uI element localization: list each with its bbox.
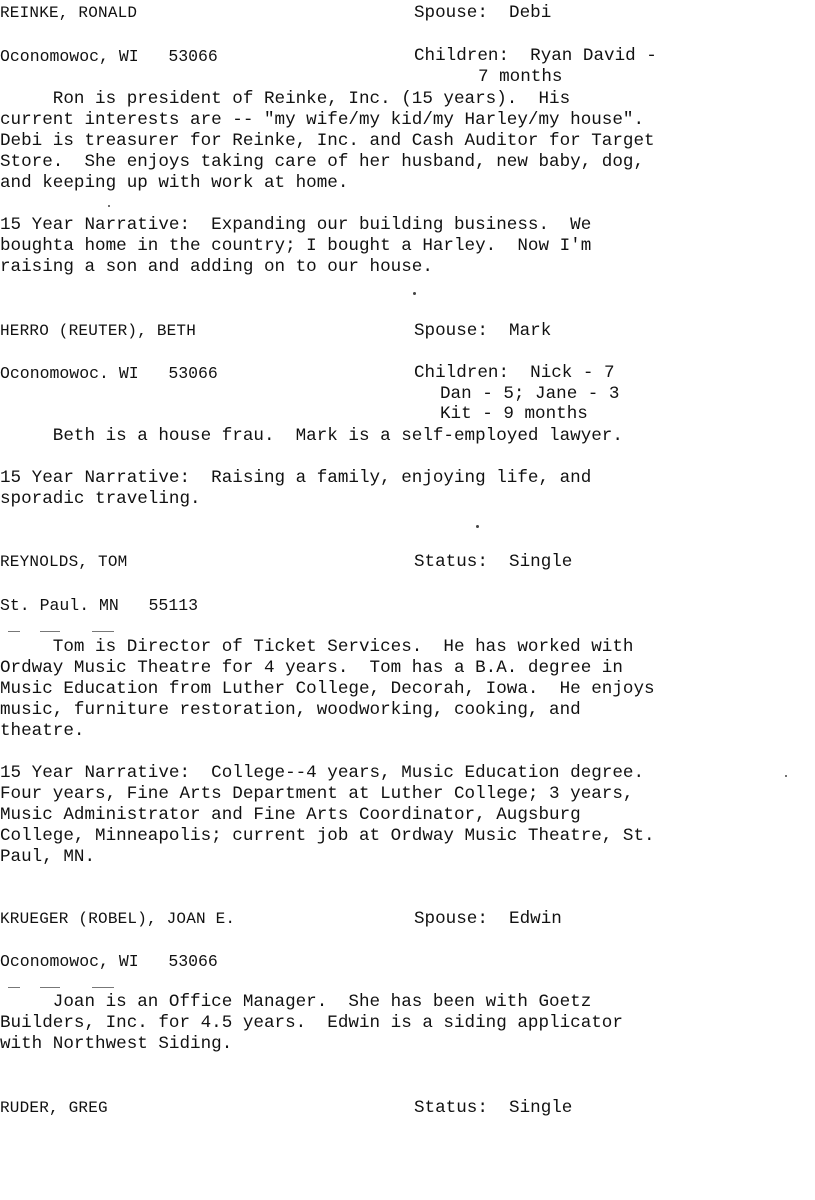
bio-line: Store. She enjoys taking care of her husband, new baby, dog, [0,152,645,172]
bio-line: theatre. [0,721,85,741]
entry-location: Oconomowoc. WI 53066 [0,364,218,383]
scan-dash [8,631,20,632]
narrative-line: raising a son and adding on to our house. [0,257,433,277]
bio-line: current interests are -- "my wife/my kid/my Harley/my house". [0,110,645,130]
narrative-line: boughta home in the country; I bought a Harley. Now I'm [0,236,592,256]
narrative-line: 15 Year Narrative: Expanding our building business. We [0,215,592,235]
children-line: Kit - 9 months [440,404,588,424]
narrative-line: Paul, MN. [0,847,96,867]
bio-line: Music Education from Luther College, Decorah, Iowa. He enjoys [0,679,655,699]
spouse-line: Spouse: Mark [414,321,552,341]
entry-location: Oconomowoc, WI 53066 [0,47,218,66]
scan-dash [40,631,60,632]
children-line: Dan - 5; Jane - 3 [440,384,620,404]
status-line: Status: Single [414,552,573,572]
entry-location: St. Paul. MN 55113 [0,596,199,615]
bio-line: music, furniture restoration, woodworking, cooking, and [0,700,581,720]
entry-name: REYNOLDS, TOM [0,553,128,571]
scan-speck [785,775,787,777]
entry-name: REINKE, RONALD [0,4,138,22]
entry-name: HERRO (REUTER), BETH [0,322,197,340]
scan-dash [92,987,114,988]
narrative-line: Music Administrator and Fine Arts Coordinator, Augsburg [0,805,581,825]
narrative-line: 15 Year Narrative: Raising a family, enjoying life, and [0,468,592,488]
bio-line: Ron is president of Reinke, Inc. (15 years). His [0,89,571,109]
spouse-line: Spouse: Edwin [414,909,562,929]
bio-line: Ordway Music Theatre for 4 years. Tom has a B.A. degree in [0,658,623,678]
bio-line: Beth is a house frau. Mark is a self-employed lawyer. [0,426,623,446]
narrative-line: 15 Year Narrative: College--4 years, Music Education degree. [0,763,645,783]
bio-line: with Northwest Siding. [0,1034,233,1054]
narrative-line: College, Minneapolis; current job at Ordway Music Theatre, St. [0,826,655,846]
bio-line: Debi is treasurer for Reinke, Inc. and Cash Auditor for Target [0,131,655,151]
children-line: Children: Ryan David - [414,46,657,66]
bio-line: Tom is Director of Ticket Services. He has worked with [0,637,634,657]
scan-speck [413,292,416,295]
entry-name: RUDER, GREG [0,1099,108,1117]
status-line: Status: Single [414,1098,573,1118]
scan-dash [92,631,114,632]
scan-dash [8,987,20,988]
bio-line: Joan is an Office Manager. She has been with Goetz [0,992,592,1012]
scan-speck [476,525,479,528]
entry-name: KRUEGER (ROBEL), JOAN E. [0,910,236,928]
children-line: Children: Nick - 7 [414,363,615,383]
spouse-line: Spouse: Debi [414,3,552,23]
children-line: 7 months [478,67,563,87]
narrative-line: sporadic traveling. [0,489,201,509]
bio-line: and keeping up with work at home. [0,173,349,193]
bio-line: Builders, Inc. for 4.5 years. Edwin is a siding applicator [0,1013,623,1033]
scan-dash [40,987,60,988]
entry-location: Oconomowoc, WI 53066 [0,952,218,971]
scan-speck [108,205,110,207]
narrative-line: Four years, Fine Arts Department at Luther College; 3 years, [0,784,634,804]
